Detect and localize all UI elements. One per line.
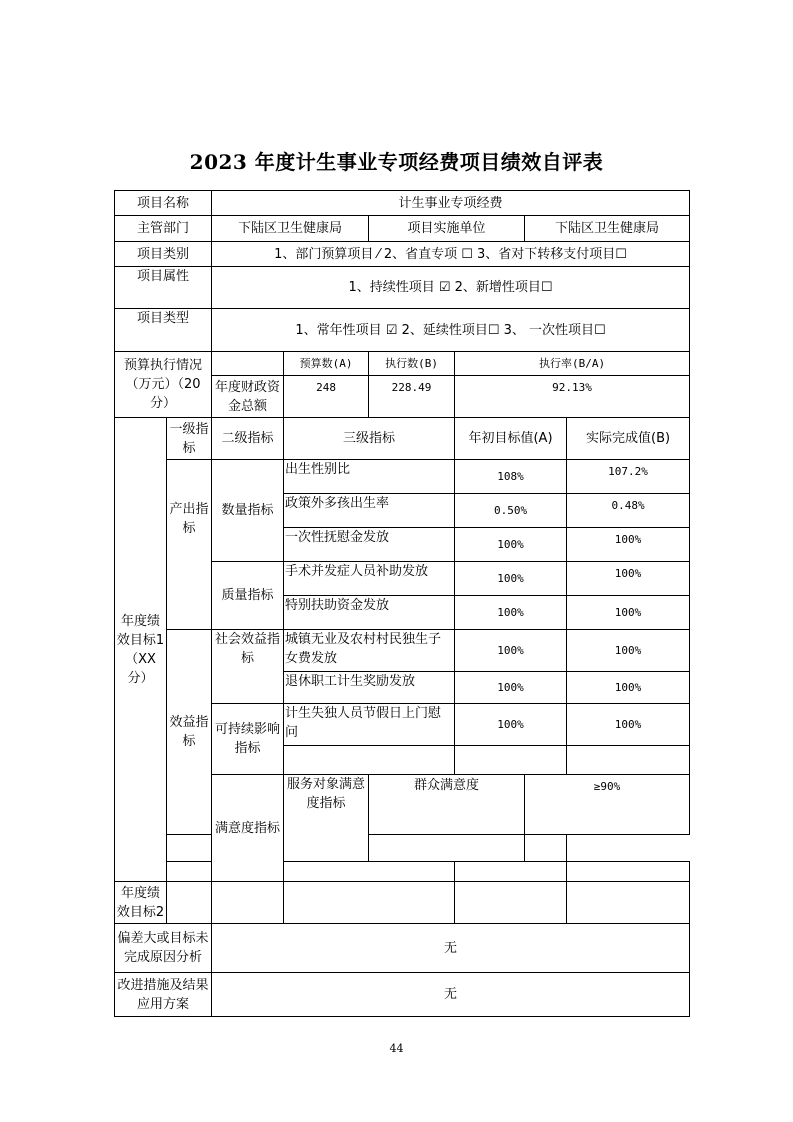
social-label: 社会效益指标 [212,630,284,704]
indicator-name: 手术并发症人员补助发放 [284,562,455,596]
satisfaction-label: 满意度指标 [212,775,284,882]
impl-unit-label: 项目实施单位 [369,216,525,242]
deviation-label: 偏差大或目标未完成原因分析 [115,924,212,973]
indicator-target: 100% [455,672,567,704]
empty-cell [525,835,567,862]
indicator-actual: 100% [567,704,690,746]
indicator-actual: 0.48% [567,494,690,528]
performance-table [114,190,690,1017]
dept-label: 主管部门 [115,216,212,242]
indicator-target: 0.50% [455,494,567,528]
project-name-value: 计生事业专项经费 [212,191,690,216]
attribute-value: 1、持续性项目 ☑ 2、新增性项目☐ [212,267,690,309]
budget-rate-header: 执行率(B/A) [455,352,690,376]
page-title: 2023 年度计生事业专项经费项目绩效自评表 [189,150,604,174]
impl-unit-value: 下陆区卫生健康局 [525,216,690,242]
type-value: 1、常年性项目 ☑ 2、延续性项目☐ 3、 一次性项目☐ [212,309,690,352]
benefit-label: 效益指标 [167,630,212,835]
page-number: 44 [389,1042,404,1055]
indicator-name: 一次性抚慰金发放 [284,528,455,562]
output-label: 产出指标 [167,460,212,630]
indicator-actual: 100% [567,562,690,596]
improve-value: 无 [212,973,690,1017]
empty-cell [567,746,690,775]
budget-row-label: 年度财政资金总额 [212,376,284,418]
budget-executed-header: 执行数(B) [369,352,455,376]
empty-cell [167,862,212,882]
indicator-actual: 100% [567,672,690,704]
indicator-target: 100% [455,562,567,596]
empty-cell [167,835,284,862]
indicator-target: 100% [455,704,567,746]
budget-label: 预算执行情况（万元）（20分） [115,352,212,418]
quality-label: 质量指标 [212,562,284,630]
dept-value: 下陆区卫生健康局 [212,216,369,242]
empty-cell [284,746,455,775]
target-header: 年初目标值(A) [455,418,567,460]
indicator-target: 100% [455,630,567,672]
budget-rate-value: 92.13% [455,376,690,418]
attribute-label: 项目属性 [115,267,212,309]
budget-planned-value: 248 [284,376,369,418]
empty-cell [284,862,455,882]
empty-cell [455,882,567,924]
empty-cell [284,882,455,924]
category-value: 1、部门预算项目 ⁄ 2、省直专项 ☐ 3、省对下转移支付项目☐ [212,242,690,267]
service-label: 服务对象满意度指标 [284,775,369,862]
indicator-name: 计生失独人员节假日上门慰问 [284,704,455,746]
deviation-value: 无 [212,924,690,973]
level1-header: 一级指标 [167,418,212,460]
indicator-name: 群众满意度 [369,775,525,835]
budget-planned-header: 预算数(A) [284,352,369,376]
quantity-label: 数量指标 [212,460,284,562]
indicator-name: 政策外多孩出生率 [284,494,455,528]
indicator-name: 特别扶助资金发放 [284,596,455,630]
level3-header: 三级指标 [284,418,455,460]
empty-cell [369,835,525,862]
indicator-target: 100% [455,596,567,630]
budget-executed-value: 228.49 [369,376,455,418]
goal2-label: 年度绩效目标2 [115,882,167,924]
budget-blank [212,352,284,376]
level2-header: 二级指标 [212,418,284,460]
indicator-target: ≥90% [525,775,690,835]
type-label: 项目类型 [115,309,212,352]
indicator-actual: 100% [567,596,690,630]
empty-cell [212,882,284,924]
sustain-label: 可持续影响指标 [212,704,284,775]
empty-cell [567,862,690,882]
indicator-name: 出生性别比 [284,460,455,494]
indicator-target: 100% [455,528,567,562]
indicator-target: 108% [455,460,567,494]
actual-header: 实际完成值(B) [567,418,690,460]
indicator-actual: 100% [567,528,690,562]
empty-cell [567,882,690,924]
empty-cell [455,862,567,882]
indicator-name: 退休职工计生奖励发放 [284,672,455,704]
empty-cell [167,882,212,924]
improve-label: 改进措施及结果应用方案 [115,973,212,1017]
project-name-label: 项目名称 [115,191,212,216]
goal1-label: 年度绩效目标1（XX分） [115,418,167,882]
empty-cell [455,746,567,775]
indicator-actual: 107.2% [567,460,690,494]
indicator-name: 城镇无业及农村村民独生子女费发放 [284,630,455,672]
category-label: 项目类别 [115,242,212,267]
indicator-actual: 100% [567,630,690,672]
